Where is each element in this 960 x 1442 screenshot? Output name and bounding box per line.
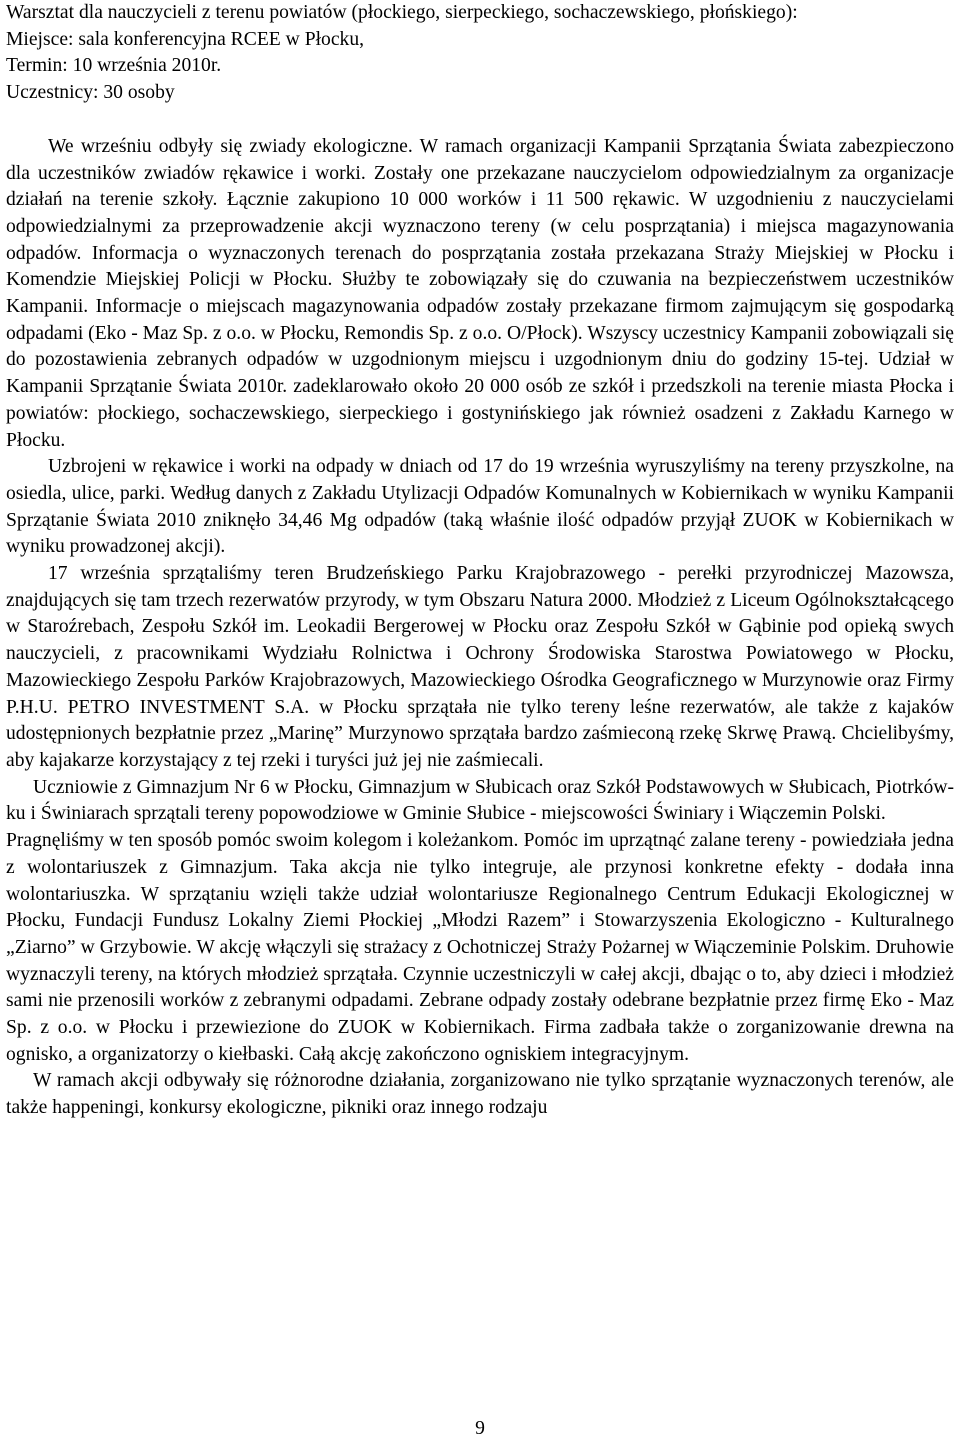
workshop-participants: Uczestnicy: 30 osoby (6, 82, 175, 104)
paragraph-uzbrojeni: Uzbrojeni w rękawice i worki na odpady w dniach od 17 do 19 września wyruszyliśmy na tereny przyszkolne, na osiedla, ulice, parki. Według danych z Zakładu Utylizacji Odpadów Komunalnych w Kobiernikach w wyniku Kampanii Sprzątanie Świata 2010 zniknęło 34,46 Mg odpadów (taką właśnie ilość odpadów przyjął ZUOK w Kobiernikach w wyniku prowadzonej akcji). (6, 456, 954, 558)
workshop-date: Termin: 10 września 2010r. (6, 55, 222, 77)
workshop-title: Warsztat dla nauczycieli z terenu powiatów (płockiego, sierpeckiego, sochaczewskiego, płońskiego): (6, 2, 798, 23)
spacer (6, 107, 954, 134)
paragraph-dzialania: W ramach akcji odbywały się różnorodne działania, zorganizowano nie tylko sprzątanie wyznaczonych terenów, ale także happeningi, konkursy ekologiczne, pikniki oraz innego rodzaju (6, 1070, 954, 1119)
paragraph-wolontariusze: Pragnęliśmy w ten sposób pomóc swoim kolegom i koleżankom. Pomóc im uprzątnąć zalane tereny - powiedziała jedna z wolontariuszek z Gimnazjum. Taka akcja nie tylko integruje, ale przynosi konkretne efekty - dodała inna wolontariuszka. W sprzątaniu wzięli także udział wolontariusze Regionalnego Centrum Edukacji Ekologicznej w Płocku, Fundacji Fundusz Lokalny Ziemi Płockiej „Młodzi Razem” i Stowarzyszenia Ekologiczno - Kulturalnego „Ziarno” w Grzybowie. W akcję włączyli się strażacy z Ochotniczej Straży Pożarnej w Wiączeminie Polskim. Druhowie wyznaczyli tereny, na których młodzież sprzątała. Czynnie uczestniczyli w całej akcji, dbając o to, aby dzieci i młodzież sami nie przenosili worków z zebranymi odpadami. Zebrane odpady zostały odebrane bezpłatnie przez firmę Eko - Maz Sp. z o.o. w Płocku i przewiezione do ZUOK w Kobiernikach. Firma zadbała także o zorganizowanie drewna na ognisko, a organizatorzy o kiełbaski. Całą akcję zakończono ogniskiem integracyjnym. (6, 830, 954, 1065)
page-number: 9 (475, 1418, 485, 1439)
workshop-location: Miejsce: sala konferencyjna RCEE w Płocku, (6, 28, 365, 50)
paragraph-park: 17 września sprzątaliśmy teren Brudzeńskiego Parku Krajobrazowego - perełki przyrodniczej Mazowsza, znajdujących się tam trzech rezerwatów przyrody, w tym Obszaru Natura 2000. Młodzież z Liceum Ogólnokształcącego w Staroźrebach, Zespołu Szkół im. Leokadii Bergerowej w Płocku oraz Zespołu Szkół w Gąbinie pod opieką swych nauczycieli, z pracownikami Wydziału Rolnictwa i Ochrony Środowiska Starostwa Powiatowego w Płocku, Mazowieckiego Zespołu Parków Krajobrazowych, Mazowieckiego Ośrodka Geograficznego w Murzynowie oraz Firmy P.H.U. PETRO INVESTMENT S.A. w Płocku sprzątała nie tylko tereny leśne rezerwatów, ale także z kajaków udostępnionych bezpłatnie przez „Marinę” Murzynowo sprzątała bardzo zaśmieconą rzekę Skrwę Prawą. Chcielibyśmy, aby kajakarze korzystający z tej rzeki i turyści już jej nie zaśmiecali. (6, 563, 954, 771)
paragraph-gimnazjum: Uczniowie z Gimnazjum Nr 6 w Płocku, Gimnazjum w Słubicach oraz Szkół Podstawowych w Słubicach, Piotrków-ku i Świniarach sprzątali tereny popowodziowe w Gminie Słubice - miejscowości Świniary i Wiączemin Polski. (6, 776, 954, 825)
document-body (6, 134, 954, 1122)
workshop-info (6, 0, 954, 107)
paragraph-zwiady: We wrześniu odbyły się zwiady ekologiczne. W ramach organizacji Kampanii Sprzątania Świata zabezpieczono dla uczestników zwiadów rękawice i worki. Zostały one przekazane nauczycielom odpowiedzialnym za organizacje działań na terenie szkoły. Łącznie zakupiono 10 000 worków i 11 500 rękawic. W uzgodnieniu z nauczycielami odpowiedzialnymi za przeprowadzenie akcji wyznaczono tereny (w celu posprzątania) i miejsca magazynowania odpadów. Informacja o wyznaczonych terenach do posprzątania została przekazana Straży Miejskiej w Płocku i Komendzie Miejskiej Policji w Płocku. Służby te zobowiązały się do czuwania na bezpieczeństwem uczestników Kampanii. Informacje o miejscach magazynowania odpadów zostały przekazane firmom zajmującym się gospodarką odpadami (Eko - Maz Sp. z o.o. w Płocku, Remondis Sp. z o.o. O/Płock). Wszyscy uczestnicy Kampanii zobowiązali się do pozostawienia zebranych odpadów w uzgodnionym miejscu i uzgodnionym dniu do godziny 15-tej. Udział w Kampanii Sprzątanie Świata 2010r. zadeklarowało około 20 000 osób ze szkół i przedszkoli na terenie miasta Płocka i powiatów: płockiego, sochaczewskiego, sierpeckiego i gostynińskiego jak również osadzeni z Zakładu Karnego w Płocku. (6, 135, 954, 451)
